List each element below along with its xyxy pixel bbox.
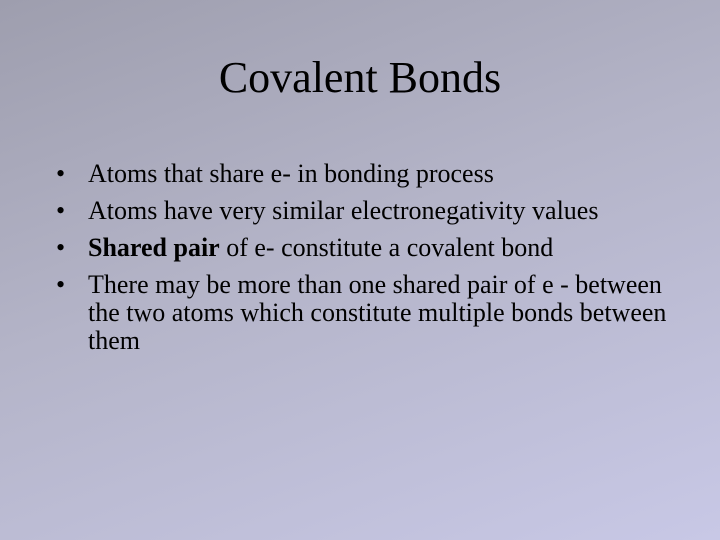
bullet-bold-text: Shared pair xyxy=(88,233,220,262)
bullet-item-4 xyxy=(54,271,684,355)
bullet-list xyxy=(54,160,684,364)
bullet-text: of e- constitute a covalent bond xyxy=(219,233,554,262)
bullet-dot-icon: • xyxy=(56,196,66,225)
bullet-dot-icon: • xyxy=(56,233,66,262)
bullet-dot-icon: • xyxy=(56,159,66,188)
bullet-item-2 xyxy=(54,197,684,225)
bullet-text: Atoms that share e- in bonding process xyxy=(88,159,494,188)
bullet-dot-icon: • xyxy=(56,270,66,299)
slide-title: Covalent Bonds xyxy=(218,53,502,102)
bullet-item-1 xyxy=(54,160,684,188)
bullet-text: Atoms have very similar electronegativity values xyxy=(88,196,599,225)
bullet-item-3 xyxy=(54,234,684,262)
bullet-text: There may be more than one shared pair of e - between the two atoms which constitute multiple bonds between them xyxy=(88,270,667,355)
